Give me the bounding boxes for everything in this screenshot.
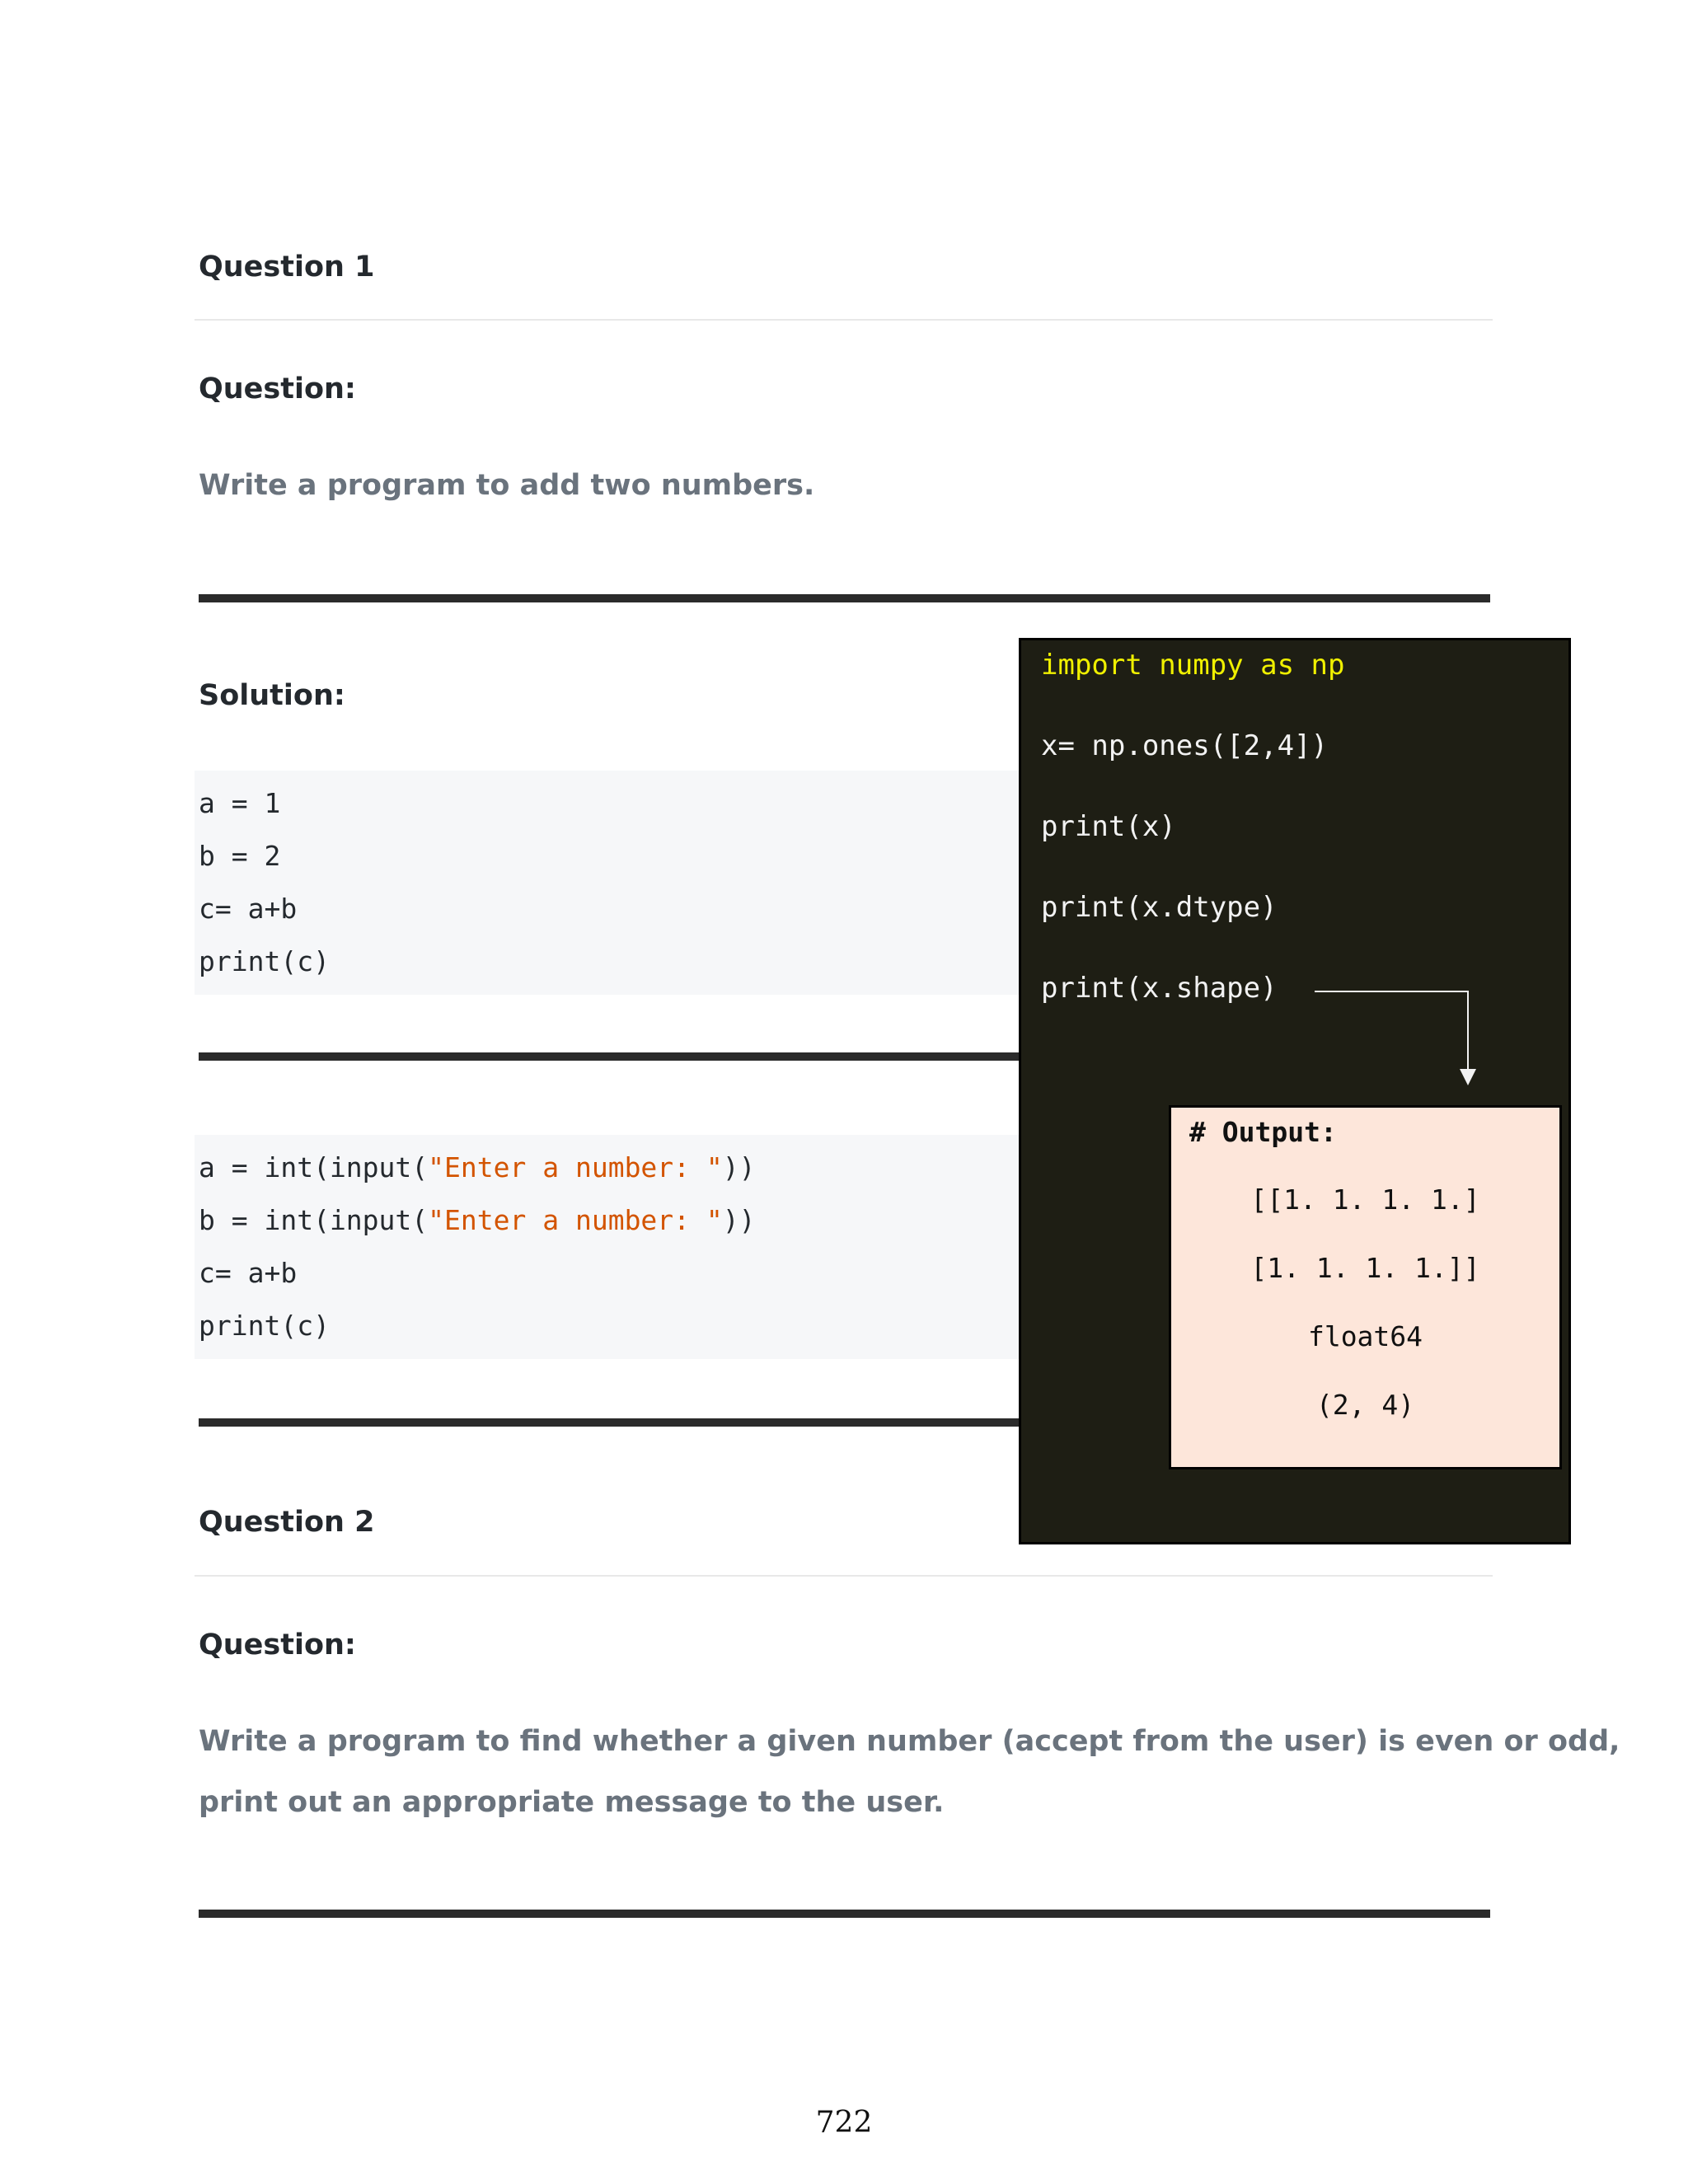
question-text: Write a program to add two numbers. [199,469,815,502]
code-line: print(c) [199,945,330,977]
panel-code-line: import numpy as np [1041,649,1345,682]
question-text [199,1711,1620,1833]
page-number: 722 [815,2106,873,2139]
panel-code-line: print(x) [1041,810,1176,843]
question-2-title: Question 2 [199,1506,375,1539]
output-line: [[1. 1. 1. 1.] [1250,1183,1480,1216]
string-literal: "Enter a number: " [428,1204,723,1236]
divider [195,319,1493,321]
section-rule [199,594,1490,602]
code-line: a = int(input("Enter a number: ")) [199,1151,756,1183]
section-rule [199,1418,1023,1427]
code-line: c= a+b [199,893,298,925]
arrow-icon [1021,640,1568,1102]
output-box [1169,1105,1562,1469]
question-text-line: print out an appropriate message to the user. [199,1786,945,1819]
code-block-2 [195,1135,1019,1359]
section-rule [199,1052,1023,1061]
code-line: c= a+b [199,1257,298,1289]
panel-code-line: print(x.dtype) [1041,891,1278,924]
panel-code-line: print(x.shape) [1041,972,1278,1005]
numpy-code-panel [1019,638,1571,1544]
question-label: Question: [199,373,356,405]
section-rule [199,1910,1490,1918]
output-line: (2, 4) [1315,1389,1415,1421]
output-title: # Output: [1189,1116,1337,1148]
divider [195,1575,1493,1577]
question-text-line: Write a program to find whether a given number (accept from the user) is even or odd, [199,1725,1620,1758]
panel-code-line: x= np.ones([2,4]) [1041,729,1328,762]
string-literal: "Enter a number: " [428,1151,723,1183]
code-line: b = int(input("Enter a number: ")) [199,1204,756,1236]
code-block-1 [195,771,1019,995]
question-label: Question: [199,1629,356,1661]
code-line: a = 1 [199,787,281,819]
output-line: [1. 1. 1. 1.]] [1250,1252,1480,1284]
question-1-title: Question 1 [199,251,375,284]
code-line: b = 2 [199,840,281,872]
solution-label: Solution: [199,679,345,712]
output-line: float64 [1307,1320,1423,1352]
code-line: print(c) [199,1310,330,1342]
